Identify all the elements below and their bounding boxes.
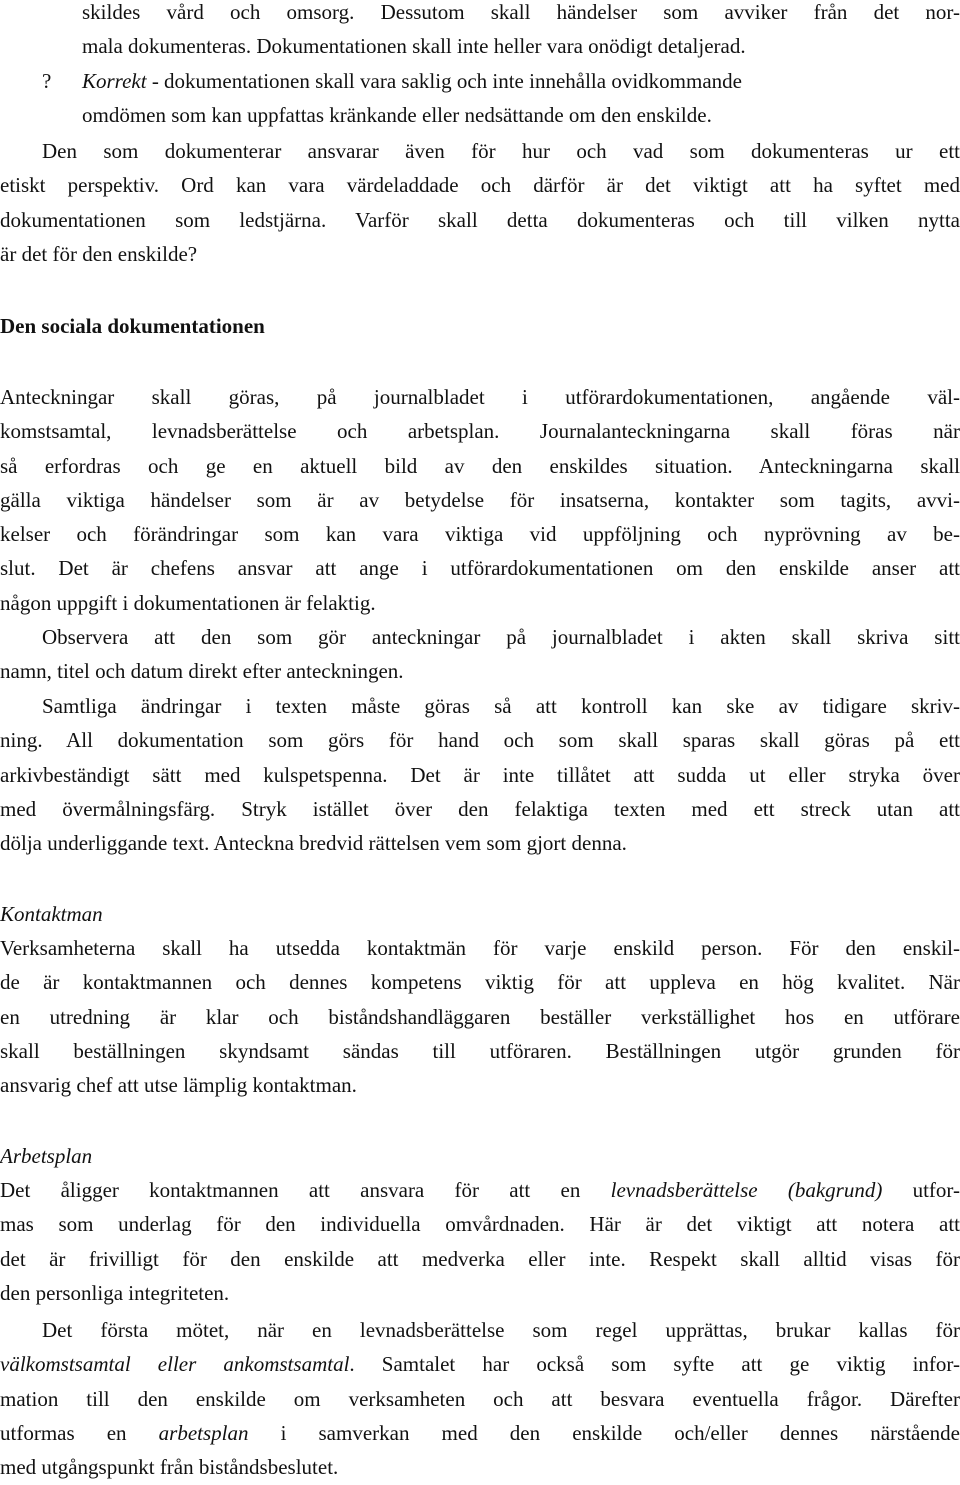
bullet-marker: ? (42, 69, 52, 93)
emphasis-text: levnadsberättelse (bakgrund) (610, 1178, 883, 1202)
bullet-term: Korrekt (82, 69, 147, 93)
text-line (0, 1347, 960, 1381)
bullet-text: - dokumentationen skall vara saklig och inte innehålla ovidkommande (146, 69, 742, 93)
text-line: slut. Det är chefens ansvar att ange i utförardokumentationen om den enskilde anser att (0, 556, 960, 581)
heading-text: Kontaktman (0, 902, 103, 926)
kontaktman-paragraph (0, 931, 960, 1102)
social-paragraph-2 (0, 620, 960, 689)
text-line: etiskt perspektiv. Ord kan vara värdeladdade och därför är det viktigt att ha syftet med (0, 173, 960, 198)
text-line (0, 1416, 960, 1450)
arbetsplan-paragraph-1 (0, 1173, 960, 1310)
text-line: Den som dokumenterar ansvarar även för hur och vad som dokumenteras ur ett (42, 139, 960, 163)
emphasis-text: arbetsplan (158, 1420, 249, 1445)
text-line: namn, titel och datum direkt efter anteckningen. (0, 659, 404, 684)
text-line: arkivbeständigt sätt med kulspetspenna. Det är inte tillåtet att sudda ut eller stryka över (0, 762, 960, 787)
text-line: är det för den enskilde? (0, 241, 198, 266)
social-paragraph-3 (0, 689, 960, 860)
heading-text: Arbetsplan (0, 1144, 93, 1168)
text-line: skildes vård och omsorg. Dessutom skall händelser som avviker från det nor- (82, 0, 960, 24)
text-line: skall beställningen skyndsamt sändas till utföraren. Beställningen utgör grunden för (0, 1038, 960, 1063)
text-line (0, 64, 960, 98)
text-line: den personliga integriteten. (0, 1280, 230, 1305)
text-line: med utgångspunkt från biståndsbeslutet. (0, 1455, 339, 1480)
text-span: utformas en (0, 1420, 159, 1445)
text-line (0, 1173, 960, 1207)
text-line: Verksamheterna skall ha utsedda kontaktmän för varje enskild person. För den enskil- (0, 936, 960, 960)
text-span: i samverkan med den enskilde och/eller dennes närstående (248, 1420, 960, 1445)
text-line: omdömen som kan uppfattas kränkande eller nedsättande om den enskilde. (82, 103, 712, 128)
text-span: Det åligger kontaktmannen att ansvara för att en (0, 1178, 611, 1202)
text-line: dokumentationen som ledstjärna. Varför skall detta dokumenteras och till vilken nytta (0, 207, 960, 232)
emphasis-text: välkomstsamtal eller ankomstsamtal (0, 1352, 350, 1377)
text-line: de är kontaktmannen och dennes kompetens viktig för att uppleva en hög kvalitet. När (0, 970, 960, 995)
bullet-item (0, 64, 960, 133)
text-line: så erfordras och ge en aktuell bild av den enskildes situation. Anteckningarna skall (0, 453, 960, 478)
section-heading-kontaktman (0, 897, 960, 931)
text-line: dölja underliggande text. Anteckna bredvid rättelsen vem som gjort denna. (0, 831, 627, 856)
text-line: Samtliga ändringar i texten måste göras så att kontroll kan ske av tidigare skriv- (42, 694, 960, 718)
text-line: med övermålningsfärg. Stryk istället över den felaktiga texten med ett streck utan att (0, 796, 960, 821)
text-line: kelser och förändringar som kan vara viktiga vid uppföljning och nyprövning av be- (0, 522, 960, 547)
text-line: ansvarig chef att utse lämplig kontaktman. (0, 1073, 357, 1098)
arbetsplan-paragraph-2 (0, 1313, 960, 1484)
text-line: en utredning är klar och biståndshandläggaren beställer verkställighet hos en utförare (0, 1004, 960, 1029)
continuation-paragraph (0, 0, 960, 64)
social-paragraph-1 (0, 380, 960, 620)
heading-text: Den sociala dokumentationen (0, 314, 265, 338)
text-line: komstsamtal, levnadsberättelse och arbetsplan. Journalanteckningarna skall föras när (0, 419, 960, 444)
text-line: Anteckningar skall göras, på journalbladet i utförardokumentationen, angående väl- (0, 385, 960, 409)
text-line: Det första mötet, när en levnadsberättelse som regel upprättas, brukar kallas för (42, 1318, 960, 1342)
text-line: Observera att den som gör anteckningar på journalbladet i akten skall skriva sitt (42, 625, 960, 649)
text-line: mation till den enskilde om verksamheten och att besvara eventuella frågor. Därefter (0, 1386, 960, 1411)
text-line: någon uppgift i dokumentationen är felaktig. (0, 590, 376, 615)
text-span: utfor- (882, 1178, 960, 1202)
text-line: mala dokumenteras. Dokumentationen skall inte heller vara onödigt detaljerad. (82, 34, 746, 59)
section-heading-social (0, 309, 960, 343)
text-line: ning. All dokumentation som görs för hand och som skall sparas skall göras på ett (0, 728, 960, 753)
text-line: gälla viktiga händelser som är av betydelse för insatserna, kontakter som tagits, avvi- (0, 487, 960, 512)
text-line: mas som underlag för den individuella omvårdnaden. Här är det viktigt att notera att (0, 1212, 960, 1237)
text-line: det är frivilligt för den enskilde att medverka eller inte. Respekt skall alltid visas för (0, 1246, 960, 1271)
text-span: . Samtalet har också som syfte att ge viktig infor- (349, 1352, 960, 1377)
section-heading-arbetsplan (0, 1139, 960, 1173)
ethics-paragraph (0, 134, 960, 271)
